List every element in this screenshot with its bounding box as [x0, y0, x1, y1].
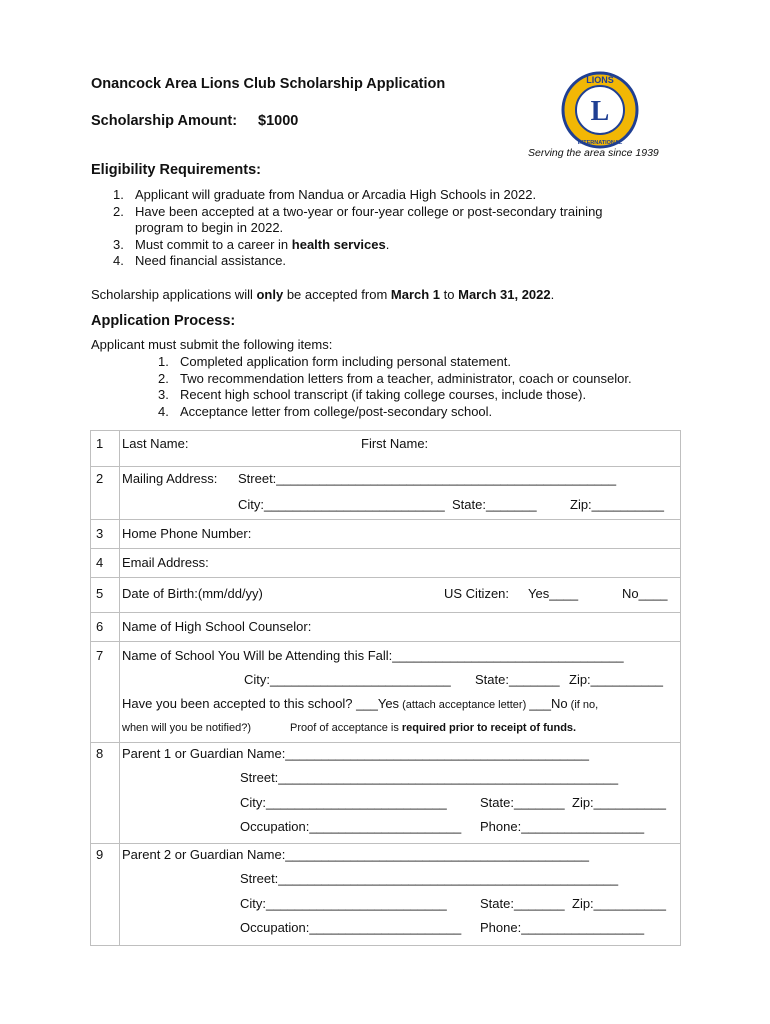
parent1-name-field[interactable]: Parent 1 or Guardian Name:__________________________________________ [122, 746, 589, 761]
row-number: 5 [96, 586, 104, 601]
table-row [91, 467, 681, 520]
table-row [91, 431, 681, 467]
process-intro: Applicant must submit the following items: [91, 337, 333, 352]
eligibility-list [113, 187, 643, 270]
state-field[interactable]: State:_______ [452, 497, 537, 512]
table-row [91, 520, 681, 549]
first-name-field[interactable]: First Name: [361, 436, 429, 451]
row-number: 3 [96, 526, 104, 541]
row-number: 8 [96, 746, 104, 761]
mailing-address-label: Mailing Address: [122, 471, 218, 486]
row-number: 6 [96, 619, 104, 634]
list-item: 3. Must commit to a career in health services. [113, 236, 390, 252]
list-item: 1. Applicant will graduate from Nandua or Arcadia High Schools in 2022. [113, 187, 537, 202]
parent1-phone-field[interactable]: Phone:_________________ [480, 819, 645, 834]
city-field[interactable]: City:_________________________ [238, 497, 445, 512]
list-item: 2. Have been accepted at a two-year or four-year college or post-secondary training program to begin in 2022. [113, 203, 603, 235]
parent2-occupation-field[interactable]: Occupation:_____________________ [240, 920, 462, 935]
citizen-yes-option[interactable]: Yes____ [528, 586, 579, 601]
parent1-state-field[interactable]: State:_______ [480, 795, 565, 810]
counselor-name-field[interactable]: Name of High School Counselor: [122, 619, 312, 634]
parent2-name-field[interactable]: Parent 2 or Guardian Name:__________________________________________ [122, 847, 589, 862]
list-item: 2. Two recommendation letters from a teacher, administrator, coach or counselor. [158, 370, 632, 386]
us-citizen-label: US Citizen: [444, 586, 510, 601]
eligibility-heading: Eligibility Requirements: [91, 162, 261, 178]
row-number: 4 [96, 555, 104, 570]
svg-text:INTERNATIONAL: INTERNATIONAL [577, 140, 623, 146]
list-item: 1. Completed application form including personal statement. [158, 354, 511, 369]
last-name-field[interactable]: Last Name: [122, 436, 189, 451]
parent2-city-field[interactable]: City:_________________________ [240, 896, 447, 911]
deadline-statement: Scholarship applications will only be accepted from March 1 to March 31, 2022. [91, 287, 555, 302]
table-row [91, 642, 681, 743]
list-item: 4. Need financial assistance. [113, 253, 287, 268]
scholarship-amount-value: $1000 [258, 113, 299, 129]
parent1-street-field[interactable]: Street:_______________________________________________ [240, 770, 619, 785]
home-phone-field[interactable]: Home Phone Number: [122, 526, 252, 541]
date-of-birth-field[interactable]: Date of Birth:(mm/dd/yy) [122, 586, 263, 601]
row-number: 9 [96, 847, 104, 862]
row-number: 7 [96, 648, 104, 663]
notification-note: when will you be notified?) [122, 722, 252, 734]
process-heading: Application Process: [91, 313, 236, 329]
email-address-field[interactable]: Email Address: [122, 555, 209, 570]
street-field[interactable]: Street:_______________________________________________ [238, 471, 617, 486]
zip-field[interactable]: Zip:__________ [570, 497, 664, 512]
school-zip-field[interactable]: Zip:__________ [569, 672, 663, 687]
parent1-zip-field[interactable]: Zip:__________ [572, 795, 666, 810]
parent2-zip-field[interactable]: Zip:__________ [572, 896, 666, 911]
citizen-no-option[interactable]: No____ [622, 586, 668, 601]
scholarship-amount-label: Scholarship Amount: [91, 113, 238, 129]
school-attending-field[interactable]: Name of School You Will be Attending this Fall:________________________________ [122, 648, 624, 663]
table-row [91, 844, 681, 946]
parent2-street-field[interactable]: Street:_______________________________________________ [240, 871, 619, 886]
table-row [91, 549, 681, 578]
document-title: Onancock Area Lions Club Scholarship Application [91, 76, 446, 92]
table-row [91, 743, 681, 844]
lions-club-logo [560, 70, 640, 150]
parent1-occupation-field[interactable]: Occupation:_____________________ [240, 819, 462, 834]
accepted-question[interactable]: Have you been accepted to this school? ___Yes (attach acceptance letter) ___No (if no, [122, 696, 599, 711]
table-row [91, 578, 681, 613]
svg-text:L: L [590, 96, 610, 127]
row-number: 1 [96, 436, 104, 451]
process-list [158, 354, 698, 420]
school-state-field[interactable]: State:_______ [475, 672, 560, 687]
list-item: 4. Acceptance letter from college/post-secondary school. [158, 403, 493, 419]
svg-text:LIONS: LIONS [586, 75, 614, 85]
tagline: Serving the area since 1939 [528, 147, 659, 159]
list-item: 3. Recent high school transcript (if taking college courses, include those). [158, 387, 587, 402]
application-form-table [90, 430, 681, 946]
proof-of-acceptance-note: Proof of acceptance is required prior to receipt of funds. [290, 722, 577, 734]
parent2-state-field[interactable]: State:_______ [480, 896, 565, 911]
row-number: 2 [96, 471, 104, 486]
table-row [91, 613, 681, 642]
parent2-phone-field[interactable]: Phone:_________________ [480, 920, 645, 935]
parent1-city-field[interactable]: City:_________________________ [240, 795, 447, 810]
school-city-field[interactable]: City:_________________________ [244, 672, 451, 687]
